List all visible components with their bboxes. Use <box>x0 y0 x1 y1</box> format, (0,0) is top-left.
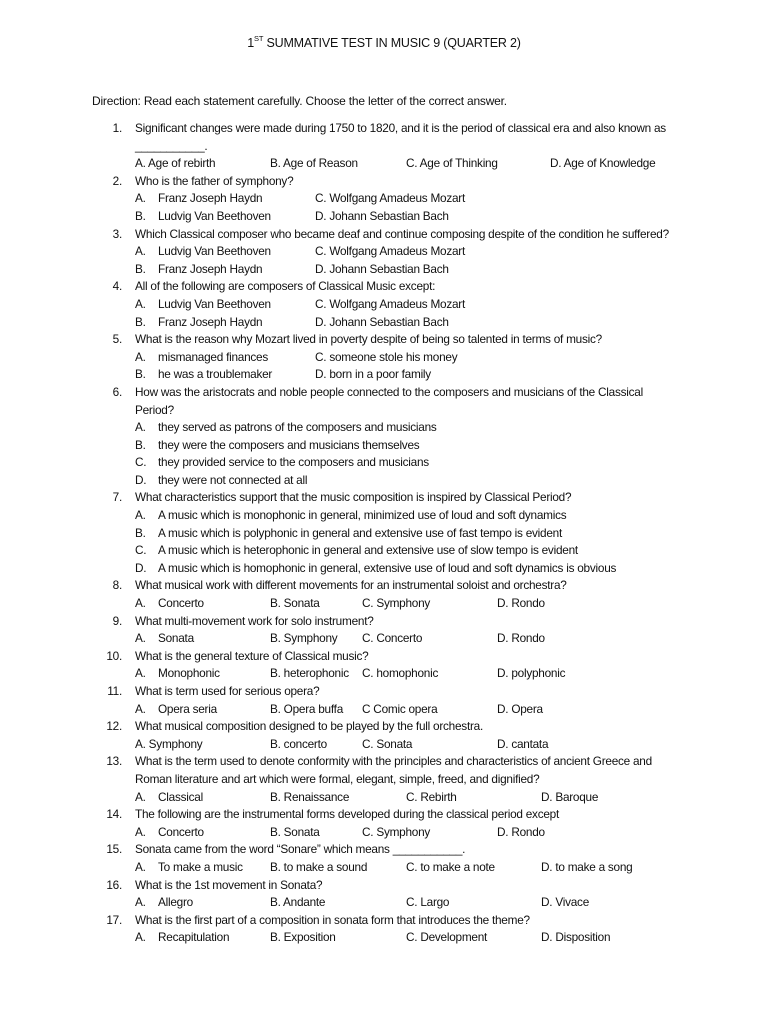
choice-a: Concerto <box>158 596 204 611</box>
choice-b: Ludvig Van Beethoven <box>158 208 271 223</box>
choices-row <box>0 894 768 912</box>
choice-c: C. Concerto <box>362 631 423 646</box>
question-8 <box>0 577 768 595</box>
question-1-continuation <box>0 138 768 156</box>
question-number: 4. <box>112 279 122 294</box>
choices-row <box>0 155 768 173</box>
choice-d: A music which is homophonic in general, extensive use of loud and soft dynamics is obvious <box>158 560 617 575</box>
question-number: 8. <box>112 578 122 593</box>
choice-d: D. polyphonic <box>497 666 566 681</box>
choice-c-letter: C. <box>135 455 147 470</box>
choices-row <box>0 701 768 719</box>
choice-a-letter: A. <box>135 789 146 804</box>
choice-b: B. heterophonic <box>270 666 349 681</box>
choice-b: B. Sonata <box>270 824 320 839</box>
choice-a-letter: A. <box>135 296 146 311</box>
question-6-continuation <box>0 402 768 420</box>
question-text: Sonata came from the word “Sonare” which means ___________. <box>135 842 466 857</box>
choice-d: D. cantata <box>497 736 549 751</box>
choice-row-c <box>0 542 768 560</box>
question-text: The following are the instrumental forms developed during the classical period except <box>135 807 559 822</box>
choice-c: C. Wolfgang Amadeus Mozart <box>315 296 465 311</box>
choice-a: they served as patrons of the composers and musicians <box>158 420 437 435</box>
question-number: 9. <box>112 613 122 628</box>
question-text: What is the term used to denote conformity with the principles and characteristics of ancient Greece and <box>135 754 652 769</box>
question-number: 7. <box>112 490 122 505</box>
choice-a-letter: A. <box>135 701 146 716</box>
question-text: Roman literature and art which were formal, elegant, simple, freed, and dignified? <box>135 771 540 786</box>
choice-b-letter: B. <box>135 437 146 452</box>
choice-b: B. Sonata <box>270 596 320 611</box>
choice-row-a <box>0 419 768 437</box>
choice-d: D. Age of Knowledge <box>550 156 656 171</box>
question-4 <box>0 278 768 296</box>
choice-c: C. Largo <box>406 895 450 910</box>
question-number: 16. <box>106 877 122 892</box>
question-number: 13. <box>106 754 122 769</box>
question-6 <box>0 384 768 402</box>
choice-d: D. Johann Sebastian Bach <box>315 261 449 276</box>
choice-c: C. Wolfgang Amadeus Mozart <box>315 244 465 259</box>
question-5 <box>0 331 768 349</box>
choices-row <box>0 366 768 384</box>
choice-a-letter: A. <box>135 420 146 435</box>
choice-d: D. Rondo <box>497 631 545 646</box>
choices-row <box>0 261 768 279</box>
choice-b: B. Age of Reason <box>270 156 358 171</box>
choice-b: B. Exposition <box>270 930 336 945</box>
direction-text: Direction: Read each statement carefully. Choose the letter of the correct answer. <box>92 94 507 108</box>
choice-c-letter: C. <box>135 543 147 558</box>
question-text: What multi-movement work for solo instrument? <box>135 613 374 628</box>
choice-c: C. Development <box>406 930 488 945</box>
choice-c: C. someone stole his money <box>315 349 458 364</box>
choice-b: B. concerto <box>270 736 327 751</box>
choice-row-b <box>0 437 768 455</box>
choice-a: Opera seria <box>158 701 217 716</box>
choice-a: A. Age of rebirth <box>135 156 216 171</box>
question-9 <box>0 613 768 631</box>
choice-row-d <box>0 472 768 490</box>
question-1 <box>0 120 768 138</box>
question-10 <box>0 648 768 666</box>
choice-c: C. to make a note <box>406 859 495 874</box>
question-text: What is the 1st movement in Sonata? <box>135 877 323 892</box>
choice-c: they provided service to the composers and musicians <box>158 455 429 470</box>
question-number: 14. <box>106 807 122 822</box>
question-text: Which Classical composer who became deaf and continue composing despite of the condition he suffered? <box>135 226 669 241</box>
question-number: 11. <box>107 684 122 698</box>
choice-b: B. Opera buffa <box>270 701 344 716</box>
question-number: 1. <box>112 121 122 135</box>
question-12 <box>0 718 768 736</box>
choice-a-letter: A. <box>135 191 146 206</box>
choice-d: D. Vivace <box>541 895 590 910</box>
choice-b: B. Andante <box>270 895 326 910</box>
choice-a-letter: A. <box>135 596 146 611</box>
choices-row <box>0 859 768 877</box>
choice-a-letter: A. <box>135 824 146 839</box>
choice-c: C. Rebirth <box>406 789 457 804</box>
choices-row <box>0 190 768 208</box>
choice-a: Ludvig Van Beethoven <box>158 296 271 311</box>
choice-c: C. Symphony <box>362 596 431 611</box>
choice-b: he was a troublemaker <box>158 367 273 382</box>
choice-d: D. to make a song <box>541 859 633 874</box>
question-text: What is the first part of a composition in sonata form that introduces the theme? <box>135 912 530 927</box>
question-text: How was the aristocrats and noble people connected to the composers and musicians of the Classical <box>135 384 643 399</box>
choices-row <box>0 296 768 314</box>
choices-row <box>0 243 768 261</box>
choice-a: Recapitulation <box>158 930 230 945</box>
question-number: 2. <box>112 173 122 188</box>
choice-a-letter: A. <box>135 349 146 364</box>
choice-c: A music which is heterophonic in general and extensive use of slow tempo is evident <box>158 543 578 558</box>
choice-c: C. Sonata <box>362 736 413 751</box>
title-text: SUMMATIVE TEST IN MUSIC 9 (QUARTER 2) <box>263 36 521 50</box>
choice-d: D. born in a poor family <box>315 367 431 382</box>
question-3 <box>0 226 768 244</box>
question-number: 5. <box>112 332 122 347</box>
choices-row <box>0 736 768 754</box>
question-list <box>0 120 768 947</box>
question-number: 17. <box>106 912 122 927</box>
choices-row <box>0 665 768 683</box>
choice-a: Franz Joseph Haydn <box>158 191 263 206</box>
question-text: Period? <box>135 402 174 417</box>
choice-b-letter: B. <box>135 367 146 382</box>
title-prefix: 1 <box>247 36 255 50</box>
question-number: 6. <box>112 384 122 399</box>
question-text: What musical work with different movements for an instrumental soloist and orchestra? <box>135 578 567 593</box>
choice-a-letter: A. <box>135 895 146 910</box>
choice-d: they were not connected at all <box>158 472 308 487</box>
choice-a: Monophonic <box>158 666 220 681</box>
question-17 <box>0 912 768 930</box>
question-text: What characteristics support that the music composition is inspired by Classical Period? <box>135 490 572 505</box>
question-11 <box>0 683 768 701</box>
question-text: What is the general texture of Classical music? <box>135 648 369 663</box>
choice-a: Allegro <box>158 895 193 910</box>
question-text: What is term used for serious opera? <box>135 684 320 698</box>
choices-row <box>0 789 768 807</box>
question-text: ___________. <box>135 138 208 153</box>
choice-a: Ludvig Van Beethoven <box>158 244 271 259</box>
choice-a: To make a music <box>158 859 243 874</box>
choice-a: A. Symphony <box>135 736 203 751</box>
choices-row <box>0 208 768 226</box>
choice-a-letter: A. <box>135 508 146 523</box>
choice-b: B. Renaissance <box>270 789 350 804</box>
choice-b-letter: B. <box>135 261 146 276</box>
choice-a-letter: A. <box>135 631 146 646</box>
question-text: Significant changes were made during 1750 to 1820, and it is the period of classical era and also known as <box>135 121 666 135</box>
choice-a: A music which is monophonic in general, minimized use of loud and soft dynamics <box>158 508 567 523</box>
choice-b: B. Symphony <box>270 631 338 646</box>
choice-c: C Comic opera <box>362 701 438 716</box>
choice-a-letter: A. <box>135 859 146 874</box>
choices-row <box>0 595 768 613</box>
choice-d: D. Johann Sebastian Bach <box>315 314 449 329</box>
question-number: 3. <box>112 226 122 241</box>
choice-a: mismanaged finances <box>158 349 269 364</box>
choice-c: C. Age of Thinking <box>406 156 498 171</box>
choice-d: D. Baroque <box>541 789 599 804</box>
choice-a-letter: A. <box>135 666 146 681</box>
choice-a-letter: A. <box>135 244 146 259</box>
choices-row <box>0 824 768 842</box>
question-14 <box>0 806 768 824</box>
choice-b: Franz Joseph Haydn <box>158 261 263 276</box>
choice-d: D. Johann Sebastian Bach <box>315 208 449 223</box>
choice-b-letter: B. <box>135 208 146 223</box>
choices-row <box>0 314 768 332</box>
choice-b: they were the composers and musicians themselves <box>158 437 420 452</box>
question-13 <box>0 753 768 771</box>
choice-d-letter: D. <box>135 560 147 575</box>
question-16 <box>0 877 768 895</box>
choice-row-a <box>0 507 768 525</box>
choice-c: C. homophonic <box>362 666 439 681</box>
choice-b: Franz Joseph Haydn <box>158 314 263 329</box>
question-15 <box>0 841 768 859</box>
question-2 <box>0 173 768 191</box>
choice-a: Classical <box>158 789 203 804</box>
question-13-continuation <box>0 771 768 789</box>
choice-d: D. Disposition <box>541 930 611 945</box>
question-7 <box>0 489 768 507</box>
choice-d: D. Rondo <box>497 824 545 839</box>
choices-row <box>0 929 768 947</box>
choice-d-letter: D. <box>135 472 147 487</box>
choice-a: Sonata <box>158 631 194 646</box>
question-number: 15. <box>106 842 122 857</box>
question-number: 12. <box>106 719 122 734</box>
title-superscript: ST <box>254 34 264 43</box>
choices-row <box>0 630 768 648</box>
choice-b: B. to make a sound <box>270 859 368 874</box>
question-text: What is the reason why Mozart lived in poverty despite of being so talented in terms of music? <box>135 332 602 347</box>
choice-d: D. Rondo <box>497 596 545 611</box>
choice-b: A music which is polyphonic in general and extensive use of fast tempo is evident <box>158 525 563 540</box>
question-text: All of the following are composers of Classical Music except: <box>135 279 436 294</box>
choices-row <box>0 349 768 367</box>
choice-b-letter: B. <box>135 525 146 540</box>
question-number: 10. <box>106 648 122 663</box>
question-text: What musical composition designed to be played by the full orchestra. <box>135 719 483 734</box>
question-text: Who is the father of symphony? <box>135 173 294 188</box>
choice-b-letter: B. <box>135 314 146 329</box>
choice-row-b <box>0 525 768 543</box>
choice-d: D. Opera <box>497 701 543 716</box>
page-title <box>0 36 768 50</box>
choice-a: Concerto <box>158 824 204 839</box>
choice-c: C. Wolfgang Amadeus Mozart <box>315 191 465 206</box>
choice-c: C. Symphony <box>362 824 431 839</box>
choice-row-d <box>0 560 768 578</box>
choice-row-c <box>0 454 768 472</box>
choice-a-letter: A. <box>135 930 146 945</box>
